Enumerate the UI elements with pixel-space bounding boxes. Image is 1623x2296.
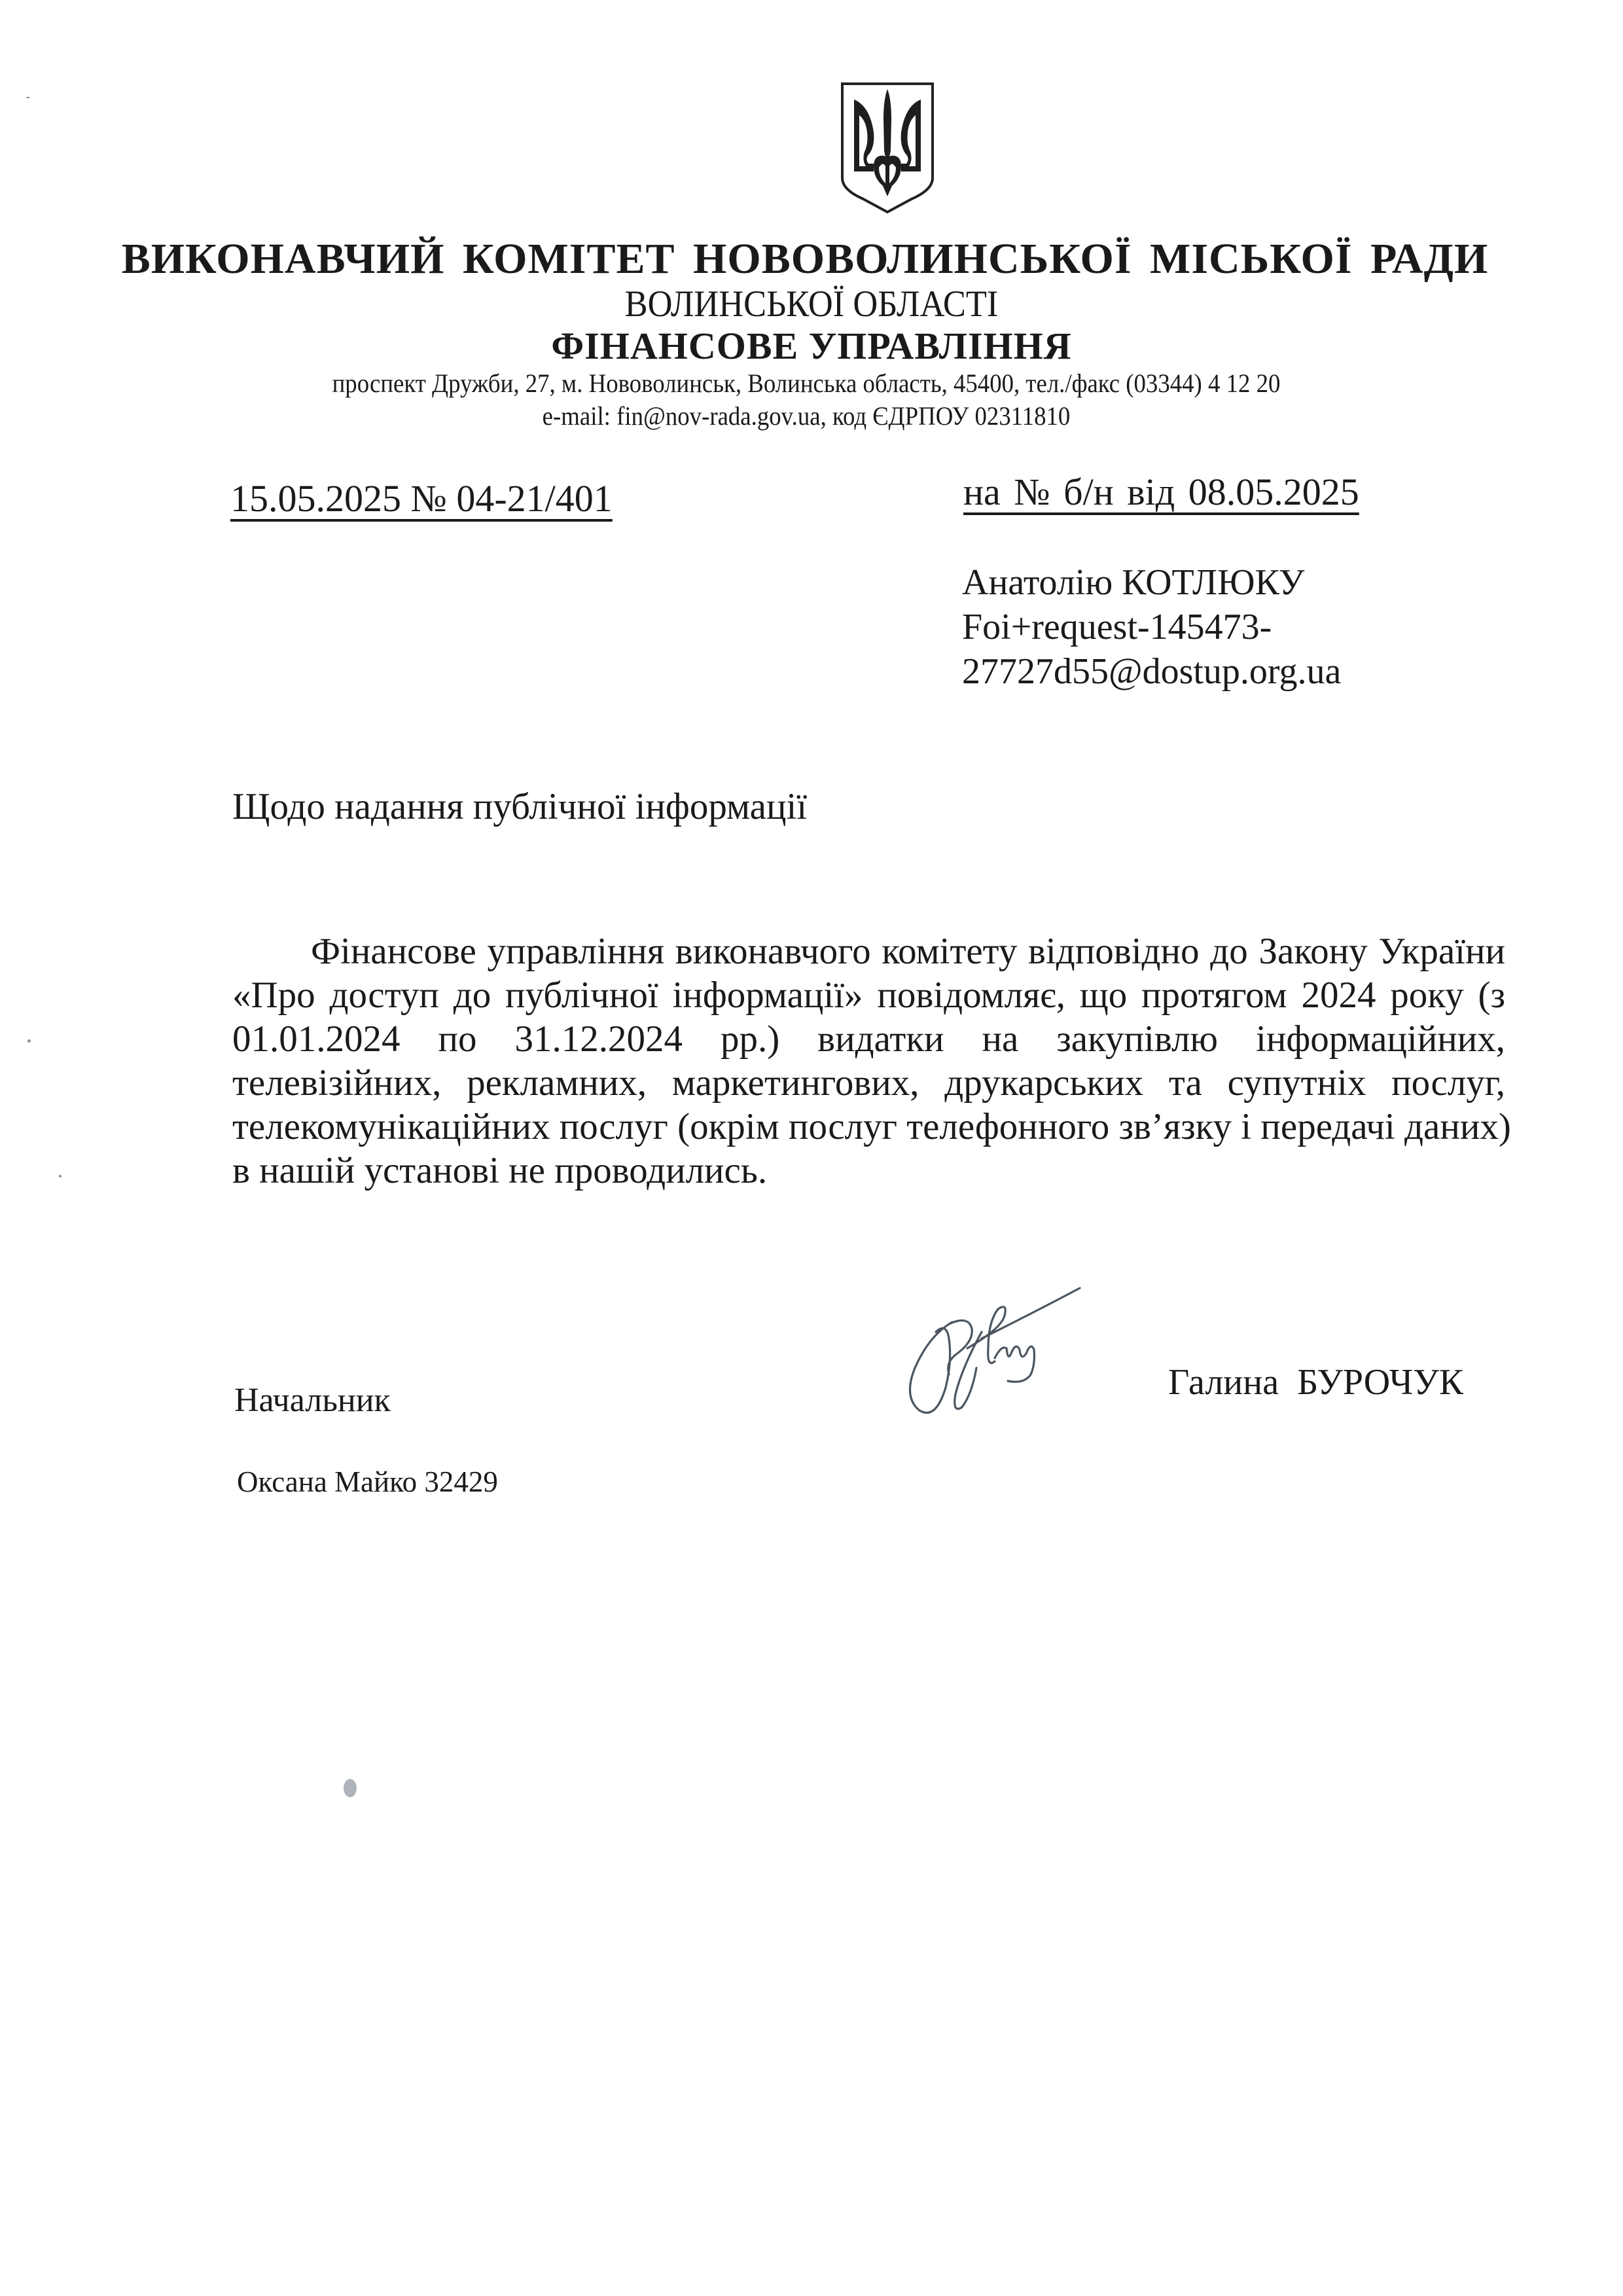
scan-speck	[26, 97, 30, 98]
coat-of-arms-icon	[840, 80, 935, 215]
body-line: в нашій установі не проводились.	[232, 1150, 768, 1191]
organization-name: ВИКОНАВЧИЙ КОМІТЕТ НОВОВОЛИНСЬКОЇ МІСЬКОЇ РАДИ	[121, 235, 1489, 283]
outgoing-reference: 15.05.2025 № 04-21/401	[230, 477, 613, 520]
letter-body	[232, 929, 1511, 1193]
department-name: ФІНАНСОВЕ УПРАВЛІННЯ	[551, 325, 1072, 367]
signer-name: Галина БУРОЧУК	[1168, 1362, 1464, 1403]
scan-speck	[344, 1779, 357, 1797]
scan-speck	[27, 1039, 31, 1043]
recipient-name: Анатолію КОТЛЮКУ	[962, 562, 1305, 603]
signer-position: Начальник	[234, 1382, 391, 1419]
contacts-line: e-mail: fin@nov-rada.gov.ua, код ЄДРПОУ 02311810	[542, 401, 1071, 431]
body-line: 01.01.2024 по 31.12.2024 рр.) видатки на закупівлю інформаційних,	[232, 1018, 1505, 1060]
letter-subject: Щодо надання публічної інформації	[232, 786, 808, 827]
recipient-email-line2: 27727d55@dostup.org.ua	[962, 651, 1342, 692]
body-line: телевізійних, рекламних, маркетингових, друкарських та супутніх послуг,	[232, 1062, 1505, 1103]
recipient-email-line1: Foi+request-145473-	[962, 607, 1272, 647]
body-line: Фінансове управління виконавчого комітету відповідно до Закону України	[311, 931, 1505, 972]
address-line: проспект Дружби, 27, м. Нововолинськ, Волинська область, 45400, тел./факс (03344) 4 12 20	[332, 368, 1281, 398]
body-line: «Про доступ до публічної інформації» повідомляє, що протягом 2024 року (з	[232, 975, 1505, 1016]
scan-speck	[59, 1175, 62, 1177]
region-name: ВОЛИНСЬКОЇ ОБЛАСТІ	[624, 283, 999, 325]
handwritten-signature	[890, 1276, 1165, 1427]
incoming-reference: на № б/н від 08.05.2025	[963, 471, 1359, 513]
executor-contact: Оксана Майко 32429	[237, 1465, 498, 1498]
body-line: телекомунікаційних послуг (окрім послуг телефонного зв’язку і передачі даних)	[232, 1106, 1511, 1147]
